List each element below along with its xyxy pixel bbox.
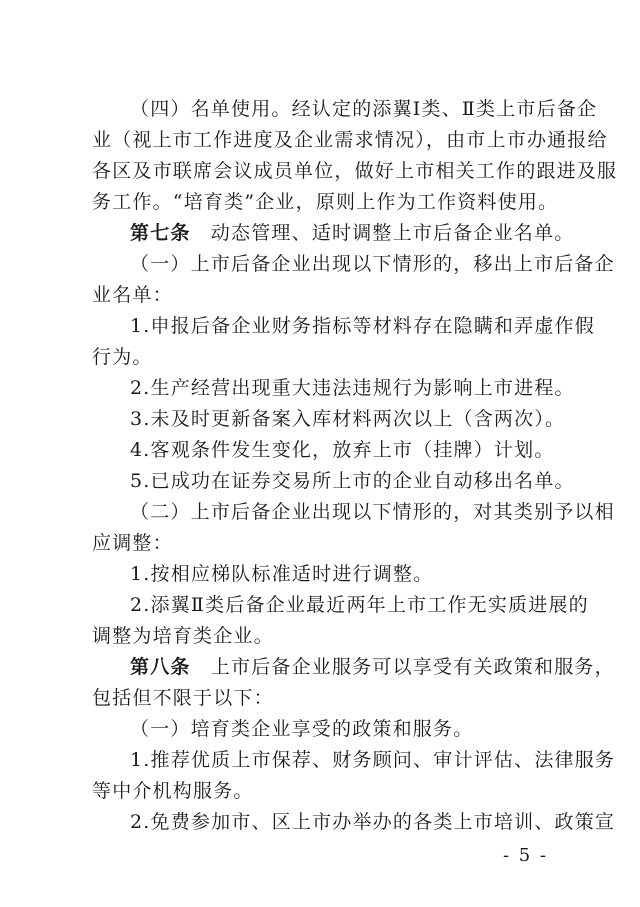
paragraph-line: 务工作。“培育类”企业，原则上作为工作资料使用。: [92, 191, 559, 213]
paragraph-line: 5.已成功在证券交易所上市的企业自动移出名单。: [130, 470, 575, 492]
paragraph-line: 业（视上市工作进度及企业需求情况），由市上市办通报给: [92, 129, 608, 151]
paragraph-line: 等中介机构服务。: [92, 780, 254, 802]
paragraph-line: 4.客观条件发生变化，放弃上市（挂牌）计划。: [130, 439, 555, 461]
article-8-label: 第八条: [130, 656, 191, 678]
article-7-text: 动态管理、适时调整上市后备企业名单。: [190, 222, 575, 244]
paragraph-line: 1.申报后备企业财务指标等材料存在隐瞒和弄虚作假: [130, 315, 595, 337]
paragraph-line: 行为。: [92, 346, 153, 368]
paragraph-line: 包括但不限于以下：: [92, 687, 274, 709]
article-8-text: 上市后备企业服务可以享受有关政策和服务，: [190, 656, 615, 678]
paragraph-line: 2.生产经营出现重大违法违规行为影响上市进程。: [130, 377, 575, 399]
paragraph-line: （一）上市后备企业出现以下情形的，移出上市后备企: [130, 253, 615, 275]
paragraph-line: 1.推荐优质上市保荐、财务顾问、审计评估、法律服务: [130, 749, 616, 771]
paragraph-line: 1.按相应梯队标准适时进行调整。: [130, 563, 434, 585]
paragraph-line: 2.免费参加市、区上市办举办的各类上市培训、政策宣: [130, 811, 616, 833]
paragraph-line: （二）上市后备企业出现以下情形的，对其类别予以相: [130, 501, 615, 523]
article-8-line: [130, 654, 615, 680]
paragraph-line: 2.添翼Ⅱ类后备企业最近两年上市工作无实质进展的: [130, 594, 589, 616]
article-7-label: 第七条: [130, 222, 191, 244]
paragraph-line: （一）培育类企业享受的政策和服务。: [130, 718, 474, 740]
paragraph-line: 3.未及时更新备案入库材料两次以上（含两次）。: [130, 408, 566, 430]
paragraph-line: 应调整：: [92, 532, 173, 554]
paragraph-line: 业名单：: [92, 284, 173, 306]
paragraph-line: 各区及市联席会议成员单位，做好上市相关工作的跟进及服: [92, 160, 618, 182]
paragraph-line: （四）名单使用。经认定的添翼Ⅰ类、Ⅱ类上市后备企: [130, 98, 598, 120]
article-7-line: [130, 220, 575, 246]
paragraph-line: 调整为培育类企业。: [92, 625, 274, 647]
page-number: - 5 -: [502, 845, 548, 866]
